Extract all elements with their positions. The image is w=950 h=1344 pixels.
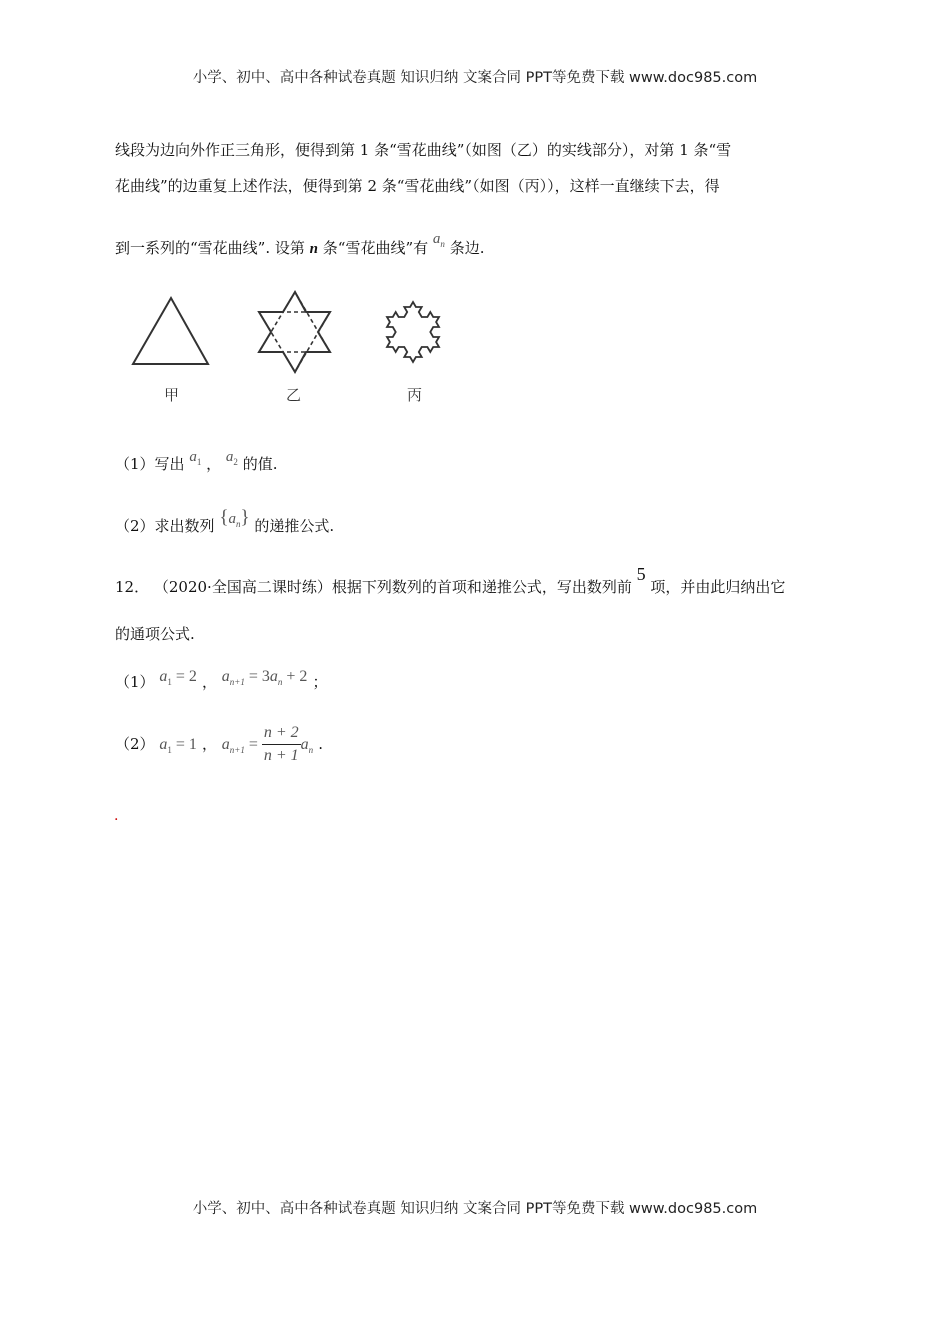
q12-part-2 (115, 720, 323, 774)
figure-label-bing: 丙 (407, 386, 423, 404)
figure-label-yi: 乙 (286, 386, 302, 404)
q11-set-var: a (228, 511, 236, 527)
paragraph-line-2: 花曲线”的边重复上述作法，便得到第 2 条“雪花曲线”（如图（丙）），这样一直继续下去，得 (115, 177, 720, 195)
q12-p1-label: （1） (115, 673, 155, 691)
figure-label-jia: 甲 (164, 386, 180, 404)
q12-p2-fraction (262, 722, 301, 767)
q12-source-end: 项，并由此归纳出它 (650, 578, 786, 596)
q11-p2-suffix: 的递推公式. (254, 517, 335, 535)
q12-p2-a1-sub: 1 (167, 745, 172, 756)
q11-part-1 (115, 449, 278, 480)
q12-p1-comma: ， (201, 673, 217, 691)
q12-p2-comma: ， (201, 735, 217, 753)
q11-a2: a (225, 449, 234, 465)
q12-p1-end: ； (312, 673, 328, 691)
stray-dot: . (114, 808, 119, 824)
q12-line-1 (115, 564, 786, 597)
q11-p1-prefix: （1）写出 (115, 455, 185, 473)
q12-p2-end: . (318, 735, 324, 753)
q12-p2-an1: a (221, 736, 230, 753)
q12-source: （2020·全国高二课时练）根据下列数列的首项和递推公式，写出数列前 (153, 578, 632, 596)
line3-text-c: 条边. (449, 239, 485, 257)
q11-sep: ， (206, 455, 222, 473)
q11-set-close: } (240, 507, 250, 528)
q12-number: 12． (115, 578, 150, 596)
q12-p1-an1: a (221, 668, 230, 685)
q12-p2-an: a (300, 736, 309, 753)
q12-p2-an1-sub: n+1 (229, 745, 245, 756)
q11-a1-sub: 1 (196, 457, 202, 467)
q12-part-1 (115, 668, 328, 698)
q12-p2-eq: = (244, 736, 262, 753)
q11-set-sub: n (235, 519, 241, 529)
q12-p2-label: （2） (115, 735, 155, 753)
q12-p1-an: a (269, 668, 278, 685)
q11-p2-prefix: （2）求出数列 (115, 517, 215, 535)
q12-p1-eq2: = 3 (244, 668, 270, 685)
koch-bing (387, 302, 439, 362)
q12-p2-numerator: n + 2 (262, 722, 301, 745)
q11-set-open: { (219, 507, 229, 528)
q12-p2-denominator: n + 1 (263, 747, 299, 764)
q12-line-2: 的通项公式. (115, 625, 195, 643)
paragraph-line-3 (115, 231, 485, 264)
line3-text-b: 条“雪花曲线”有 (322, 239, 429, 257)
paragraph-line-1: 线段为边向外作正三角形，便得到第 1 条“雪花曲线”（如图（乙）的实线部分），对第 1 条“雪 (115, 141, 732, 159)
q12-p1-a1-sub: 1 (167, 677, 172, 688)
snowflake-figure (125, 288, 485, 378)
line3-text-a: 到一系列的“雪花曲线”. 设第 (115, 239, 305, 257)
line3-var-a: a (432, 231, 441, 247)
q12-p1-plus: + 2 (282, 668, 308, 685)
line3-n: n (309, 241, 318, 257)
q12-five: 5 (636, 564, 646, 584)
triangle-jia (133, 298, 208, 364)
q12-p1-an-sub: n (277, 677, 283, 688)
q12-p1-eq1: = 2 (171, 668, 197, 685)
q11-a1: a (189, 449, 197, 465)
q11-p1-suffix: 的值. (242, 455, 278, 473)
q12-p1-a1: a (159, 668, 168, 685)
q11-a2-sub: 2 (233, 457, 238, 467)
q12-p1-an1-sub: n+1 (229, 677, 245, 688)
line3-var-sub: n (440, 239, 445, 249)
q11-part-2 (115, 507, 335, 542)
q12-p2-a1: a (159, 736, 168, 753)
q12-p2-eq1: = 1 (171, 736, 197, 753)
page-header: 小学、初中、高中各种试卷真题 知识归纳 文案合同 PPT等免费下载 www.doc985.com (192, 70, 758, 86)
q12-p2-an-sub: n (308, 745, 314, 756)
page-footer: 小学、初中、高中各种试卷真题 知识归纳 文案合同 PPT等免费下载 www.doc985.com (192, 1201, 758, 1217)
star-yi (259, 292, 330, 372)
